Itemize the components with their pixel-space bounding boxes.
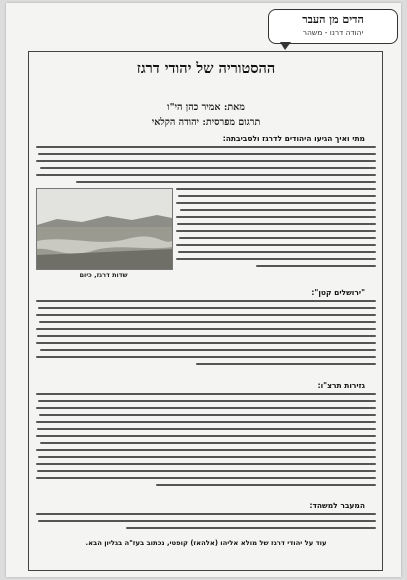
article-title: ההסטוריה של יהודי דרגז — [136, 60, 276, 77]
landscape-photo — [36, 188, 173, 270]
photo-caption: שדות דרגז, כיום — [79, 271, 128, 279]
section-heading-little-jerusalem: "ירושלים קטן": — [311, 288, 365, 297]
section-heading-decrees: גזירות תרצ"ו: — [317, 381, 365, 390]
paragraph-decrees — [36, 393, 376, 493]
author-line: מאת: אמיר כהן הי"ו — [167, 102, 245, 113]
paragraph-origins-top — [36, 146, 376, 186]
series-subtitle: יהודה דרנו - משהר — [302, 28, 364, 37]
paragraph-little-jerusalem — [36, 300, 376, 370]
document-page — [6, 3, 401, 577]
series-title: הדים מן העבר — [302, 13, 364, 26]
closing-note: עוד על יהודי דרגז של מולא אליהו (אלהאז) קופטי, נכתוב בעז"ה בגליון הבא. — [85, 539, 327, 547]
section-heading-origins: מתי ואיך הגיעו היהודים לדרגז ולסביבתה: — [222, 134, 365, 143]
series-tag — [268, 9, 398, 44]
section-heading-move-to-mashhad: המעבר למשהד: — [309, 501, 365, 510]
speech-bubble-tail — [280, 42, 291, 50]
paragraph-origins-wrap — [176, 188, 376, 278]
translator-line: תרגום מפרסית: יהודה הקלאי — [151, 117, 261, 128]
paragraph-move-to-mashhad — [36, 513, 376, 533]
